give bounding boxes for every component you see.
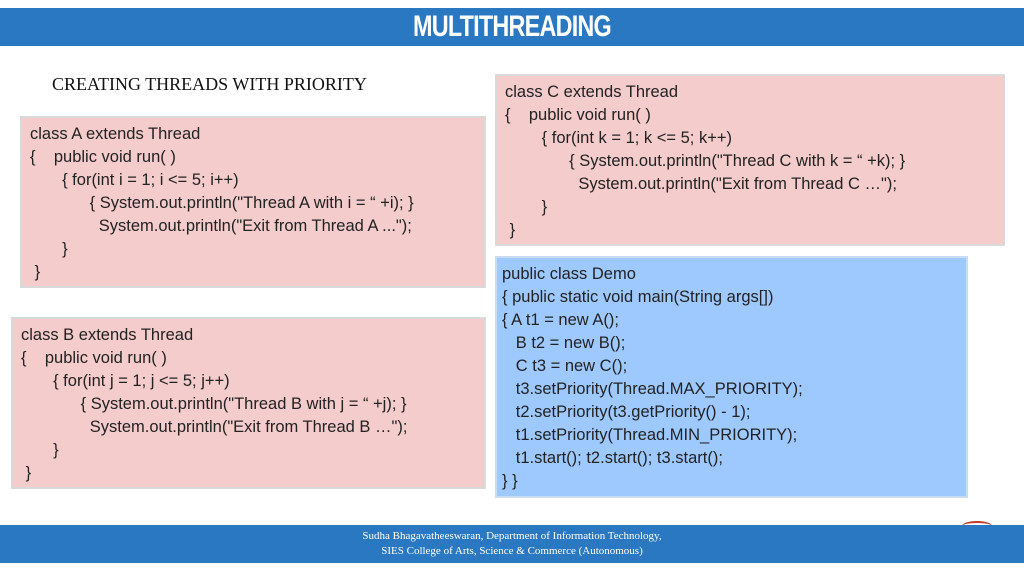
class-c-code-box [495,74,1005,246]
code-line: B t2 = new B(); [502,334,626,352]
footer-line-2: SIES College of Arts, Science & Commerce (Autonomous) [381,545,643,557]
code-line: t3.setPriority(Thread.MAX_PRIORITY); [502,380,803,398]
demo-class-code-box [495,256,968,498]
code-line: { System.out.println("Thread B with j = “ +j); } [21,395,407,413]
code-line: t1.start(); t2.start(); t3.start(); [502,449,723,467]
code-line: { public void run( ) [30,148,176,166]
code-line: { for(int i = 1; i <= 5; i++) [30,171,239,189]
code-line: } [21,441,59,459]
footer-credit [0,529,1024,559]
section-heading: CREATING THREADS WITH PRIORITY [52,74,367,94]
code-line: System.out.println("Exit from Thread A ..."); [30,217,412,235]
code-line: } [30,240,68,258]
code-line: { public void run( ) [21,349,167,367]
code-line: { System.out.println("Thread C with k = “ +k); } [505,152,906,170]
code-line: { A t1 = new A(); [502,311,619,329]
title-bar [0,8,1024,46]
code-line: } [505,221,516,239]
code-line: } } [502,472,518,490]
code-line: { for(int j = 1; j <= 5; j++) [21,372,230,390]
footer-bar [0,525,1024,563]
code-line: class B extends Thread [21,326,194,344]
code-line: { System.out.println("Thread A with i = “ +i); } [30,194,414,212]
code-line: public class Demo [502,265,636,283]
code-line: t1.setPriority(Thread.MIN_PRIORITY); [502,426,798,444]
code-line: } [21,464,32,482]
code-line: { public void run( ) [505,106,651,124]
code-line: } [30,263,41,281]
code-line: { for(int k = 1; k <= 5; k++) [505,129,732,147]
code-line: C t3 = new C(); [502,357,628,375]
class-b-code-box [11,317,486,489]
code-line: class C extends Thread [505,83,679,101]
code-line: System.out.println("Exit from Thread C …"); [505,175,897,193]
code-line: class A extends Thread [30,125,201,143]
code-line: } [505,198,548,216]
footer-line-1: Sudha Bhagavatheeswaran, Department of Information Technology, [362,530,662,542]
code-line: { public static void main(String args[]) [502,288,774,306]
class-a-code-box [20,116,486,288]
code-line: System.out.println("Exit from Thread B …"); [21,418,408,436]
code-line: t2.setPriority(t3.getPriority() - 1); [502,403,751,421]
slide-title: MULTITHREADING [413,10,611,43]
